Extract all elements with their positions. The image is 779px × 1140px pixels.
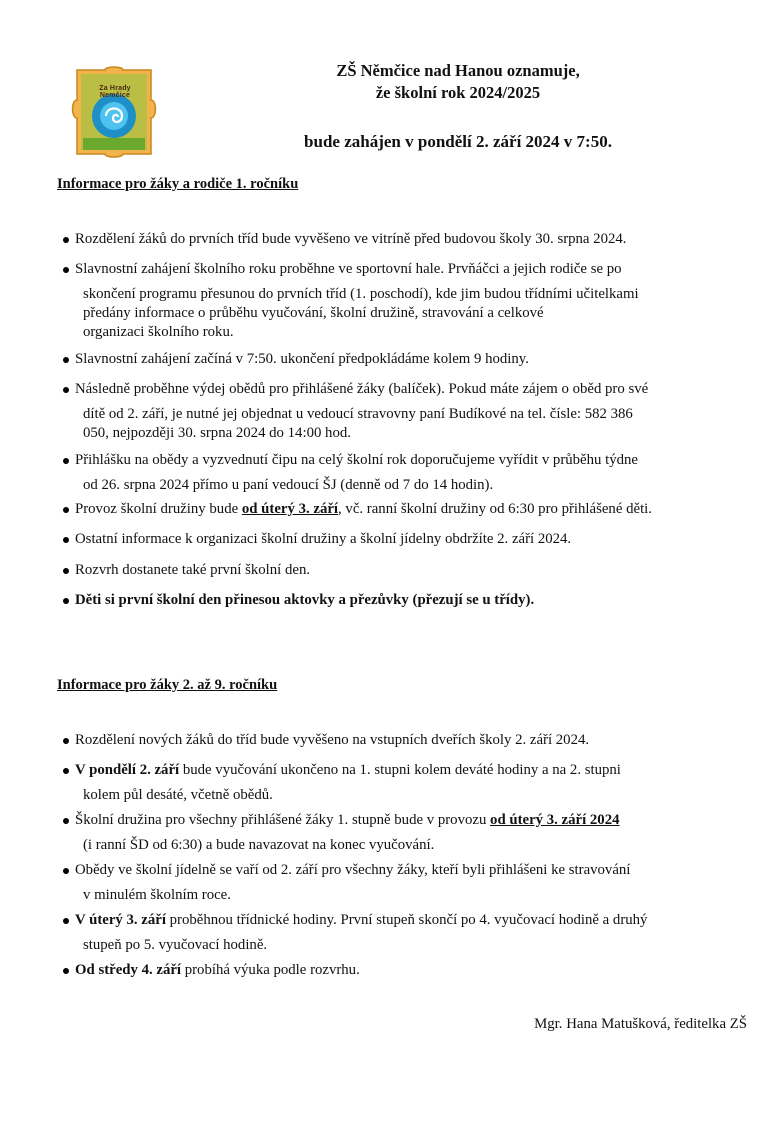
bullet-icon [63,267,69,273]
list-item: Přihlášku na obědy a vyzvednutí čipu na celý školní rok doporučujeme vyřídit v průběhu týdne od 26. srpna 2024 přímo u paní vedoucí ŠJ (denně od 7 do 14 hodin). [63,450,753,496]
list-item: V úterý 3. září proběhnou třídnické hodiny. První stupeň skončí po 4. vyučovací hodině a druhý stupeň po 5. vyučovací hodině. [63,910,753,956]
logo-caption: Za Hrady Nemčice [99,85,131,99]
bullet-icon [63,968,69,974]
list-item: Následně proběhne výdej obědů pro přihlášené žáky (balíček). Pokud máte zájem o oběd pro své dítě od 2. září, je nutné jej objednat u vedoucí stravovny paní Budíkové na tel. čísle: 582 386 050, nejpozději 30. srpna 2024 do 14:00 hod. [63,379,753,444]
title-line-2: že školní rok 2024/2025 [375,83,541,102]
section2-heading: Informace pro žáky 2. až 9. ročníku [57,677,278,693]
bullet-icon [63,598,69,604]
list-item: Ostatní informace k organizaci školní družiny a školní jídelny obdržíte 2. září 2024. [63,529,753,550]
bullet-icon [63,918,69,924]
bullet-icon [63,357,69,363]
list-item: Rozdělení nových žáků do tříd bude vyvěšeno na vstupních dveřích školy 2. září 2024. [63,730,753,751]
bullet-icon [63,387,69,393]
list-item: Školní družina pro všechny přihlášené žáky 1. stupně bude v provozu od úterý 3. září 2024 (i ranní ŠD od 6:30) a bude navazovat na konec vyučování. [63,810,753,856]
section1-heading: Informace pro žáky a rodiče 1. ročníku [57,176,299,192]
signature: Mgr. Hana Matušková, ředitelka ZŠ [534,1016,747,1032]
bullet-icon [63,507,69,513]
bullet-icon [63,568,69,574]
bullet-icon [63,738,69,744]
list-item: Slavnostní zahájení školního roku proběhne ve sportovní hale. Prvňáčci a jejich rodiče se po skončení programu přesunou do prvních tříd (1. poschodí), kde jim budou třídními učitelkami předány informace o průběhu vyučování, školní družině, stravování a celkové organizaci školního roku. [63,259,753,343]
title-line-1: ZŠ Němčice nad Hanou oznamuje, [336,61,580,80]
list-item: Slavnostní zahájení začíná v 7:50. ukončení předpokládáme kolem 9 hodiny. [63,349,753,370]
school-logo [71,66,157,158]
bullet-icon [63,868,69,874]
list-item: Rozvrh dostanete také první školní den. [63,560,753,581]
list-item: V pondělí 2. září bude vyučování ukončeno na 1. stupni kolem deváté hodiny a na 2. stupni kolem půl desáté, včetně obědů. [63,760,753,806]
list-item: Od středy 4. září probíhá výuka podle rozvrhu. [63,960,753,981]
bullet-icon [63,458,69,464]
list-item: Provoz školní družiny bude od úterý 3. září, vč. ranní školní družiny od 6:30 pro přihlášené děti. [63,499,753,520]
title-line-3: bude zahájen v pondělí 2. září 2024 v 7:50. [304,132,612,151]
bullet-icon [63,537,69,543]
bullet-icon [63,237,69,243]
bullet-icon [63,768,69,774]
list-item: Obědy ve školní jídelně se vaří od 2. září pro všechny žáky, kteří byli přihlášeni ke stravování v minulém školním roce. [63,860,753,906]
list-item: Děti si první školní den přinesou aktovky a přezůvky (přezují se u třídy). [63,590,753,611]
list-item: Rozdělení žáků do prvních tříd bude vyvěšeno ve vitríně před budovou školy 30. srpna 2024. [63,229,753,250]
bullet-icon [63,818,69,824]
